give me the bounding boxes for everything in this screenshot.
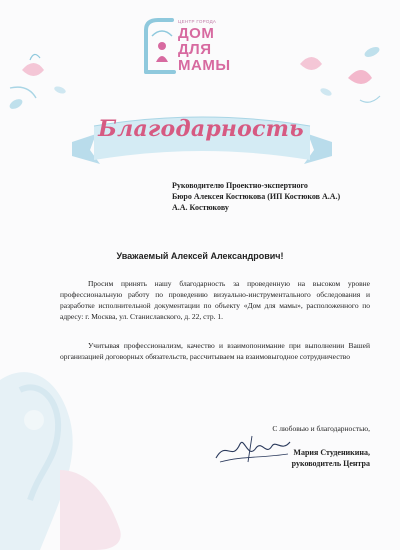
addressee-line: Руководителю Проектно-экспертного	[172, 181, 308, 190]
logo-tagline: ЦЕНТР ГОРОДА	[178, 19, 217, 24]
body-paragraph-2: Учитывая профессионализм, качество и взаимопонимание при выполнении Вашей организацией договорных обязательств, рассчитываем на взаимовыгодное сотрудничество	[60, 341, 370, 361]
closing-phrase: С любовью и благодарностью,	[272, 424, 370, 433]
woman-illustration-decor	[0, 372, 121, 550]
logo	[140, 16, 260, 80]
handwritten-signature	[212, 432, 292, 466]
flower-decor-top-right	[300, 45, 381, 102]
signer-block	[292, 447, 370, 469]
document-title: Благодарность	[98, 116, 304, 142]
body-paragraph-1: Просим принять нашу благодарность за проведенную на высоком уровне профессиональную работу по проведению визуально-инструментального обследования и разработке исполнительной документации по объекту «Дом для мамы», расположенного по адресу: г. Москва, ул. Станиславского, д. 22, стр. 1.	[60, 279, 370, 321]
signer-role: руководитель Центра	[291, 459, 370, 468]
addressee-block	[172, 180, 340, 213]
signer-name: Мария Студеникина,	[293, 448, 370, 457]
addressee-line: А.А. Костюкову	[172, 203, 229, 212]
addressee-line: Бюро Алексея Костюкова (ИП Костюков А.А.)	[172, 192, 341, 201]
greeting: Уважаемый Алексей Александрович!	[116, 251, 284, 261]
logo-line-3: МАМЫ	[178, 57, 231, 74]
flower-decor-top-left	[8, 54, 67, 111]
logo-line-1: ДОМ	[178, 25, 215, 42]
logo-line-2: ДЛЯ	[178, 41, 212, 58]
